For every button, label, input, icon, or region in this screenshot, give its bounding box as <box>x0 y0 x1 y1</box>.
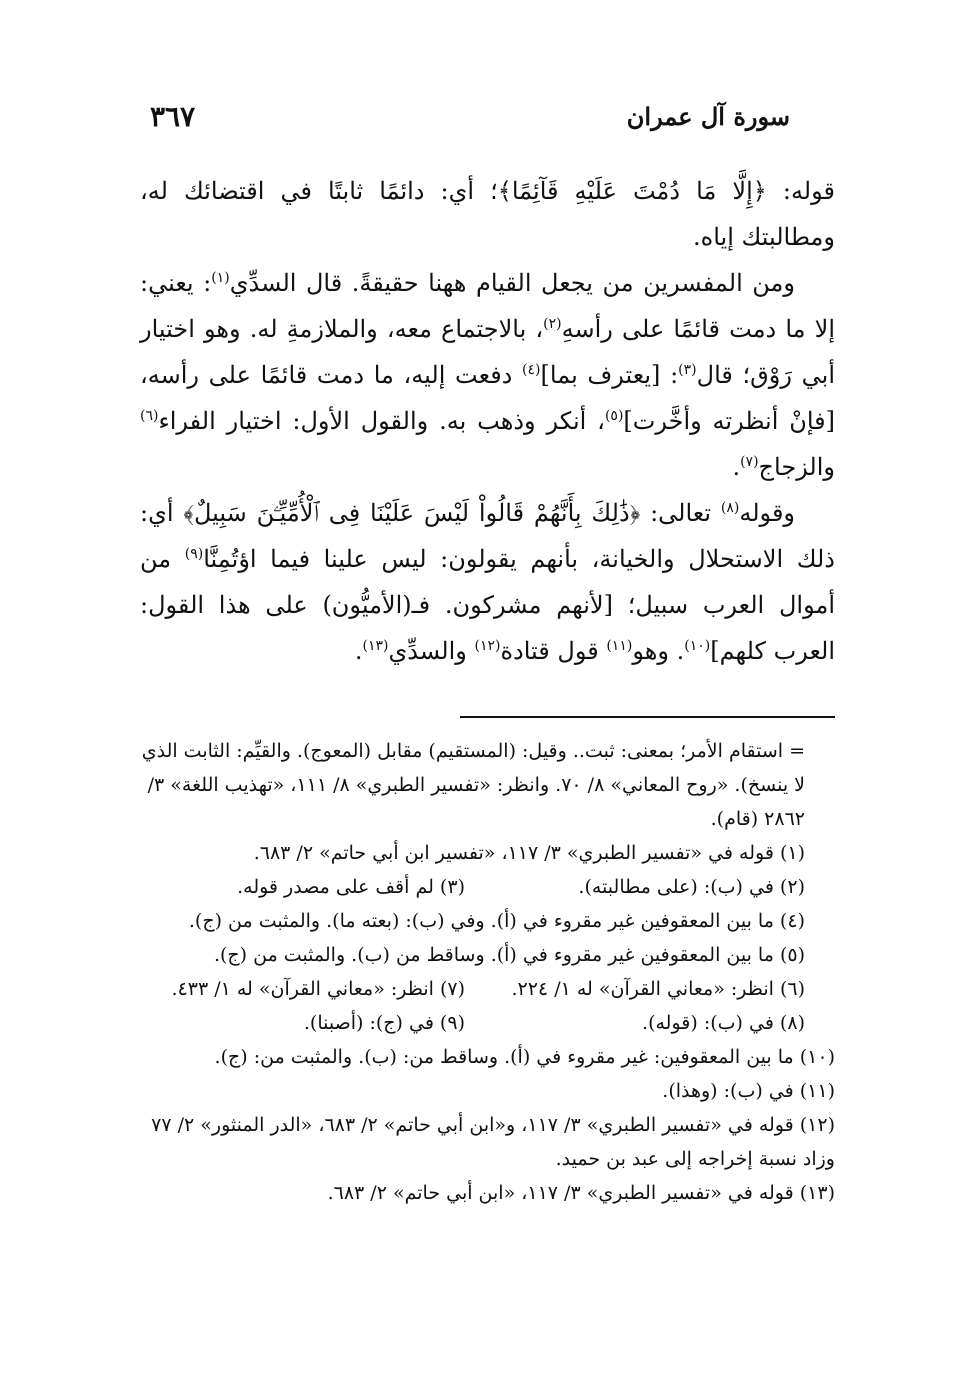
footnote-3: (٣) لم أقف على مصدر قوله. <box>237 876 465 898</box>
footnote-4: (٤) ما بين المعقوفين غير مقروء في (أ). وفي (ب): (بعته ما). والمثبت من (ج). <box>188 910 805 932</box>
text-run: ومن المفسرين من يجعل القيام ههنا حقيقةً. قال السدِّي <box>229 269 795 297</box>
text-run: تعالى: ﴿ذَٰلِكَ بِأَنَّهُمْ قَالُواْ لَيْسَ عَلَيْنَا فِى ٱلْأُمِّيِّـۧنَ سَبِيلٌ﴾ أي: ذلك الاستحلال والخيانة، بأنهم يقولون: ليس علينا فيما اؤتُمِنَّا <box>140 499 835 573</box>
footnotes <box>140 734 835 1210</box>
footnote-9: (٩) في (ج): (أصبنا). <box>303 1012 465 1034</box>
footnote-6: (٦) انظر: «معاني القرآن» له ١/ ٢٢٤. <box>511 978 805 1000</box>
footnote-7: (٧) انظر: «معاني القرآن» له ١/ ٤٣٣. <box>171 978 465 1000</box>
text-run: ، بالاجتماع معه، والملازمةِ له. وهو اختيار أبي رَوْق؛ قال <box>140 315 835 389</box>
footnote-ref: (١٢) <box>474 638 501 654</box>
footnote-continuation: = استقام الأمر؛ بمعنى: ثبت.. وقيل: (المستقيم) مقابل (المعوج). والقيِّم: الثابت الذي لا ينسخ). «روح المعاني» ٨/ ٧٠. وانظر: «تفسير الطبري» ٨/ ١١١، «تهذيب اللغة» ٣/ ٢٨٦٢ (قام). <box>141 740 805 830</box>
footnote-ref: (١٠) <box>684 638 711 654</box>
footnote-8: (٨) في (ب): (قوله). <box>642 1012 805 1034</box>
text-run: وقوله <box>739 499 795 527</box>
page-header <box>150 96 790 136</box>
text-run: والزجاج <box>758 453 835 481</box>
footnote-pair <box>140 1006 835 1040</box>
footnote-ref: (٩) <box>184 546 204 562</box>
footnote-ref: (١) <box>211 270 230 286</box>
footnote-5: (٥) ما بين المعقوفين غير مقروء في (أ). وساقط من (ب). والمثبت من (ج). <box>213 944 805 966</box>
footnote-ref: (٧) <box>740 454 759 470</box>
footnote-11: (١١) في (ب): (وهذا). <box>662 1080 835 1102</box>
footnote-pair <box>140 870 835 904</box>
footnote-12: (١٢) قوله في «تفسير الطبري» ٣/ ١١٧، و«ابن أبي حاتم» ٢/ ٦٨٣، «الدر المنثور» ٢/ ٧٧ وزاد نسبة إخراجه إلى عبد بن حميد. <box>151 1114 835 1170</box>
footnote-divider <box>460 716 835 718</box>
paragraph-2 <box>140 260 835 490</box>
text-run: : [يعترف بما] <box>540 361 679 389</box>
footnote-ref: (٣) <box>678 362 697 378</box>
page-number: ٣٦٧ <box>150 99 196 133</box>
footnote-ref: (٢) <box>543 316 562 332</box>
footnote-ref: (١٣) <box>362 638 389 654</box>
main-text <box>140 168 835 674</box>
footnote-1: (١) قوله في «تفسير الطبري» ٣/ ١١٧، «تفسير ابن أبي حاتم» ٢/ ٦٨٣. <box>253 842 805 864</box>
footnote-ref: (٨) <box>720 500 740 516</box>
text-run: من أموال العرب سبيل؛ [لأنهم مشركون. فـ(الأميُّون) على هذا القول: العرب كلهم] <box>140 545 835 665</box>
text-run: : يعني: إلا ما دمت قائمًا على رأسهِ <box>140 269 835 343</box>
text-run: والسدِّي <box>388 637 475 665</box>
text-run: قول قتادة <box>500 637 607 665</box>
footnote-ref: (٤) <box>522 362 541 378</box>
footnote-pair <box>140 972 835 1006</box>
footnote-ref: (٦) <box>140 408 159 424</box>
paragraph-1: قوله: ﴿إِلَّا مَا دُمْتَ عَلَيْهِ قَآئِمًا﴾؛ أي: دائمًا ثابتًا في اقتضائك له، ومطالبتك إياه. <box>140 177 835 251</box>
paragraph-3 <box>140 490 835 674</box>
surah-title: سورة آل عمران <box>626 101 790 131</box>
footnote-13: (١٣) قوله في «تفسير الطبري» ٣/ ١١٧، «ابن أبي حاتم» ٢/ ٦٨٣. <box>327 1182 835 1204</box>
footnote-ref: (١١) <box>606 638 633 654</box>
text-run: . <box>732 453 741 481</box>
text-run: . وهو <box>632 637 685 665</box>
text-run: . <box>354 637 363 665</box>
text-run: دفعت إليه، ما دمت قائمًا على رأسه، [فإنْ أنظرته وأخَّرت] <box>140 361 836 435</box>
text-run: ، أنكر وذهب به. والقول الأول: اختيار الفراء <box>158 407 605 435</box>
footnote-10: (١٠) ما بين المعقوفين: غير مقروء في (أ). وساقط من: (ب). والمثبت من: (ج). <box>214 1046 835 1068</box>
footnote-ref: (٥) <box>604 408 624 424</box>
footnote-2: (٢) في (ب): (على مطالبته). <box>578 876 805 898</box>
